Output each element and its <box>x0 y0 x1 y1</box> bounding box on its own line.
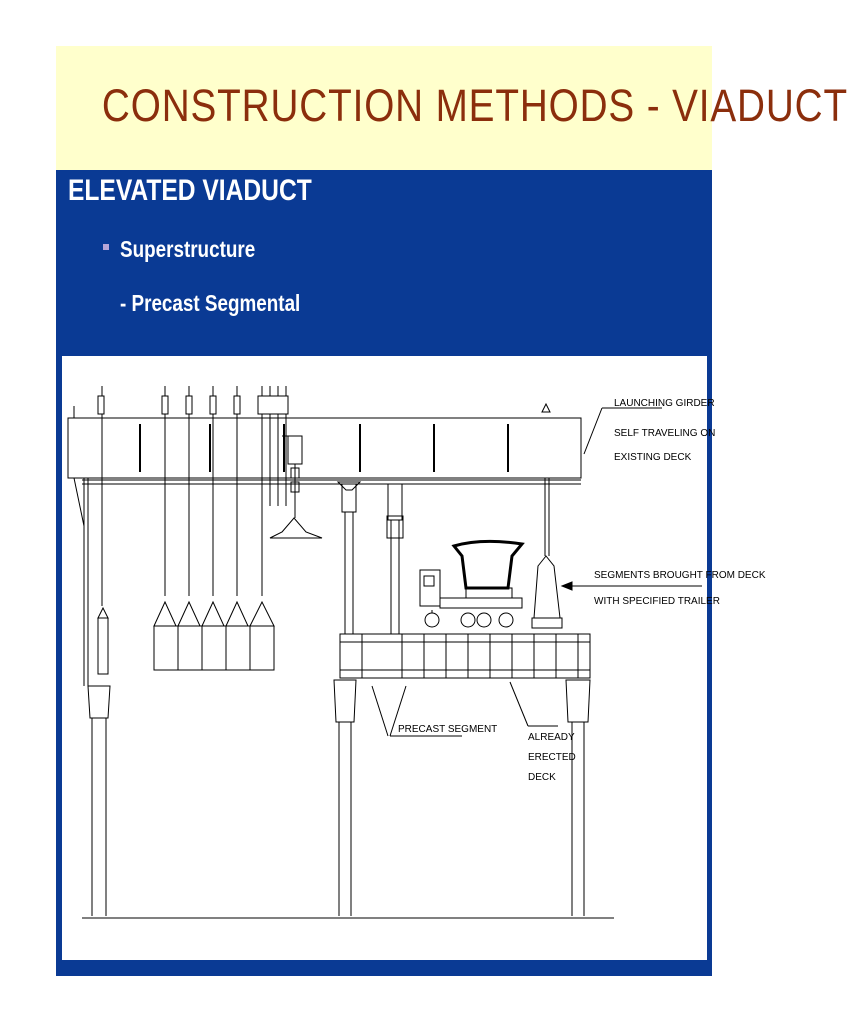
piers <box>88 680 590 916</box>
viaduct-drawing <box>62 356 766 960</box>
label-launching-girder-3: EXISTING DECK <box>614 452 692 463</box>
label-launching-girder-2: SELF TRAVELING ON <box>614 428 716 439</box>
suspended-segments <box>154 602 274 670</box>
slide-title: CONSTRUCTION METHODS - VIADUCT <box>101 80 848 131</box>
label-already-erected-2: ERECTED <box>528 752 576 763</box>
label-already-erected-3: DECK <box>528 772 556 783</box>
sub-item-precast-segmental: - Precast Segmental <box>120 290 301 316</box>
erected-deck <box>340 634 590 678</box>
bullet-item-superstructure: Superstructure <box>120 236 256 262</box>
label-precast-segment: PRECAST SEGMENT <box>398 724 498 735</box>
label-segments-brought-1: SEGMENTS BROUGHT FROM DECK <box>594 570 766 581</box>
trailer <box>420 541 522 627</box>
title-band <box>56 46 848 170</box>
slide <box>56 46 848 976</box>
label-launching-girder-1: LAUNCHING GIRDER <box>614 398 715 409</box>
label-segments-brought-2: WITH SPECIFIED TRAILER <box>594 596 720 607</box>
bullet-square-icon <box>103 244 109 250</box>
viaduct-diagram <box>62 356 766 960</box>
section-heading: ELEVATED VIADUCT <box>68 174 312 207</box>
label-already-erected-1: ALREADY <box>528 732 575 743</box>
launching-girder <box>68 418 581 478</box>
